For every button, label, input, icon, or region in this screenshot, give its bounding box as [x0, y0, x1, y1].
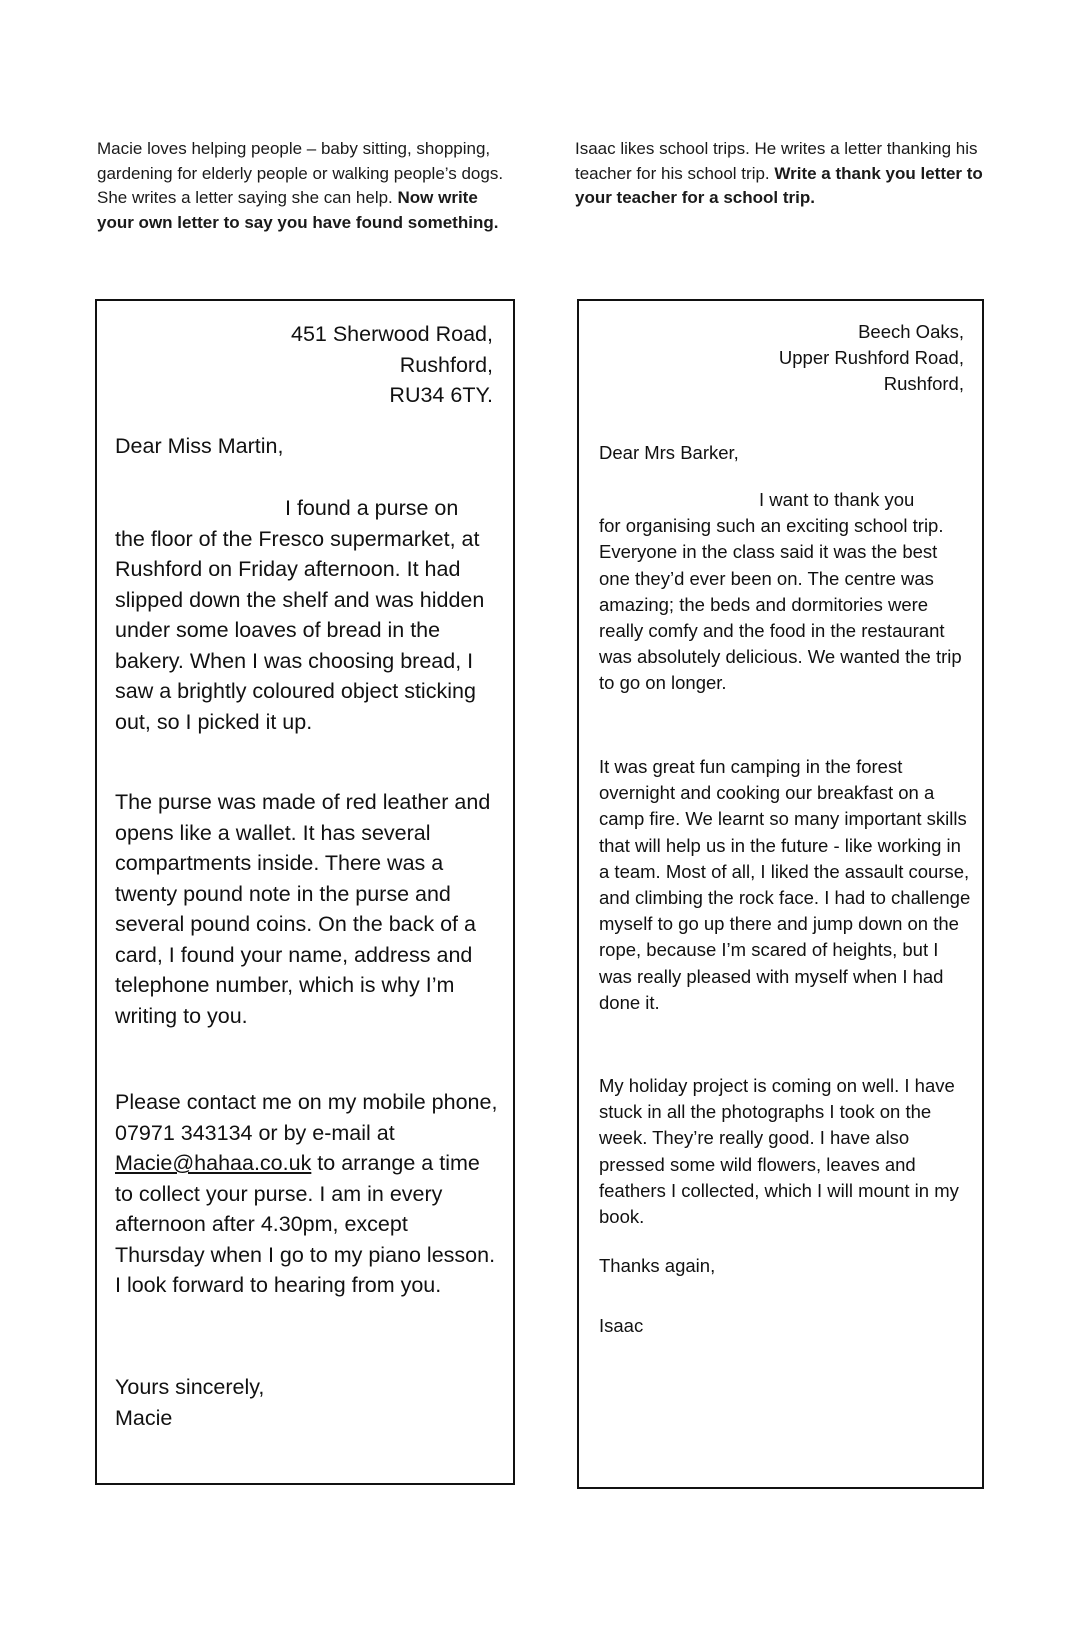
paragraph-text: Please contact me on my mobile phone, 07971 343134 or by e-mail at: [115, 1090, 498, 1145]
address-line: Rushford,: [399, 352, 493, 377]
letter-right-paragraph-3: My holiday project is coming on well. I have stuck in all the photographs I took on the week. They’re really good. I have also pressed some wild flowers, leaves and feathers I collected, which I will mount in my book.: [599, 1075, 959, 1228]
address-line: Upper Rushford Road,: [778, 347, 964, 369]
letter-left-address: [291, 319, 493, 411]
intro-right-instruction: Write a thank you letter to your teacher for a school trip.: [575, 163, 983, 207]
signature: Isaac: [599, 1315, 644, 1336]
paragraph-text: to arrange a time to collect your purse. I am in every afternoon after 4.30pm, except Thursday when I go to my piano lesson. I look forward to hearing from you.: [115, 1151, 496, 1297]
letter-right-address: [779, 319, 964, 398]
intro-right: [575, 137, 995, 211]
closing-line: Yours sincerely,: [115, 1375, 265, 1399]
paragraph-first-line: I found a purse on: [285, 496, 459, 520]
letter-right-paragraph-1: [599, 487, 971, 697]
letter-right-paragraph-2: It was great fun camping in the forest overnight and cooking our breakfast on a camp fire. We learnt so many important skills that will help us in the future - like working in a team. Most of all, I liked the assault course, and climbing the rock face. I had to challenge myself to go up there and jump down on the rope, because I’m scared of heights, but I was really pleased with myself when I had done it.: [599, 756, 971, 1013]
email-link[interactable]: Macie@hahaa.co.uk: [115, 1151, 312, 1175]
paragraph-body: the floor of the Fresco supermarket, at Rushford on Friday afternoon. It had slipped down the shelf and was hidden under some loaves of bread in the bakery. When I was choosing bread, I saw a brightly coloured object sticking out, so I picked it up.: [115, 526, 485, 734]
letter-right: [577, 299, 984, 1489]
address-line: Rushford,: [883, 373, 964, 395]
address-line: 451 Sherwood Road,: [290, 322, 493, 346]
letter-left-greeting: Dear Miss Martin,: [115, 434, 284, 458]
intro-right-text: Isaac likes school trips. He writes a letter thanking his teacher for his school trip.: [575, 139, 978, 183]
intro-left-instruction: Now write your own letter to say you have found something.: [97, 188, 499, 232]
letter-right-greeting: Dear Mrs Barker,: [599, 442, 739, 463]
letter-right-closing: Thanks again,: [599, 1255, 716, 1276]
intro-left-text: Macie loves helping people – baby sitting, shopping, gardening for elderly people or walking people’s dogs. She writes a letter saying she can help.: [97, 139, 504, 207]
signature: Macie: [115, 1405, 173, 1430]
address-line: RU34 6TY.: [389, 383, 493, 407]
letter-left: [95, 299, 515, 1485]
letter-left-paragraph-1: [115, 493, 495, 737]
paragraph-first-line: I want to thank you: [759, 489, 915, 510]
letter-left-closing: [115, 1372, 264, 1433]
letter-left-paragraph-2: The purse was made of red leather and opens like a wallet. It has several compartments inside. There was a twenty pound note in the purse and several pound coins. On the back of a card, I found your name, address and telephone number, which is why I’m writing to you.: [115, 790, 491, 1028]
address-line: Beech Oaks,: [858, 321, 964, 342]
intro-left: [97, 137, 517, 235]
paragraph-body: for organising such an exciting school trip. Everyone in the class said it was the best one they’d ever been on. The centre was amazing; the beds and dormitories were really comfy and the food in the restaurant was absolutely delicious. We wanted the trip to go on longer.: [599, 515, 962, 694]
letter-left-paragraph-3: [115, 1087, 500, 1301]
